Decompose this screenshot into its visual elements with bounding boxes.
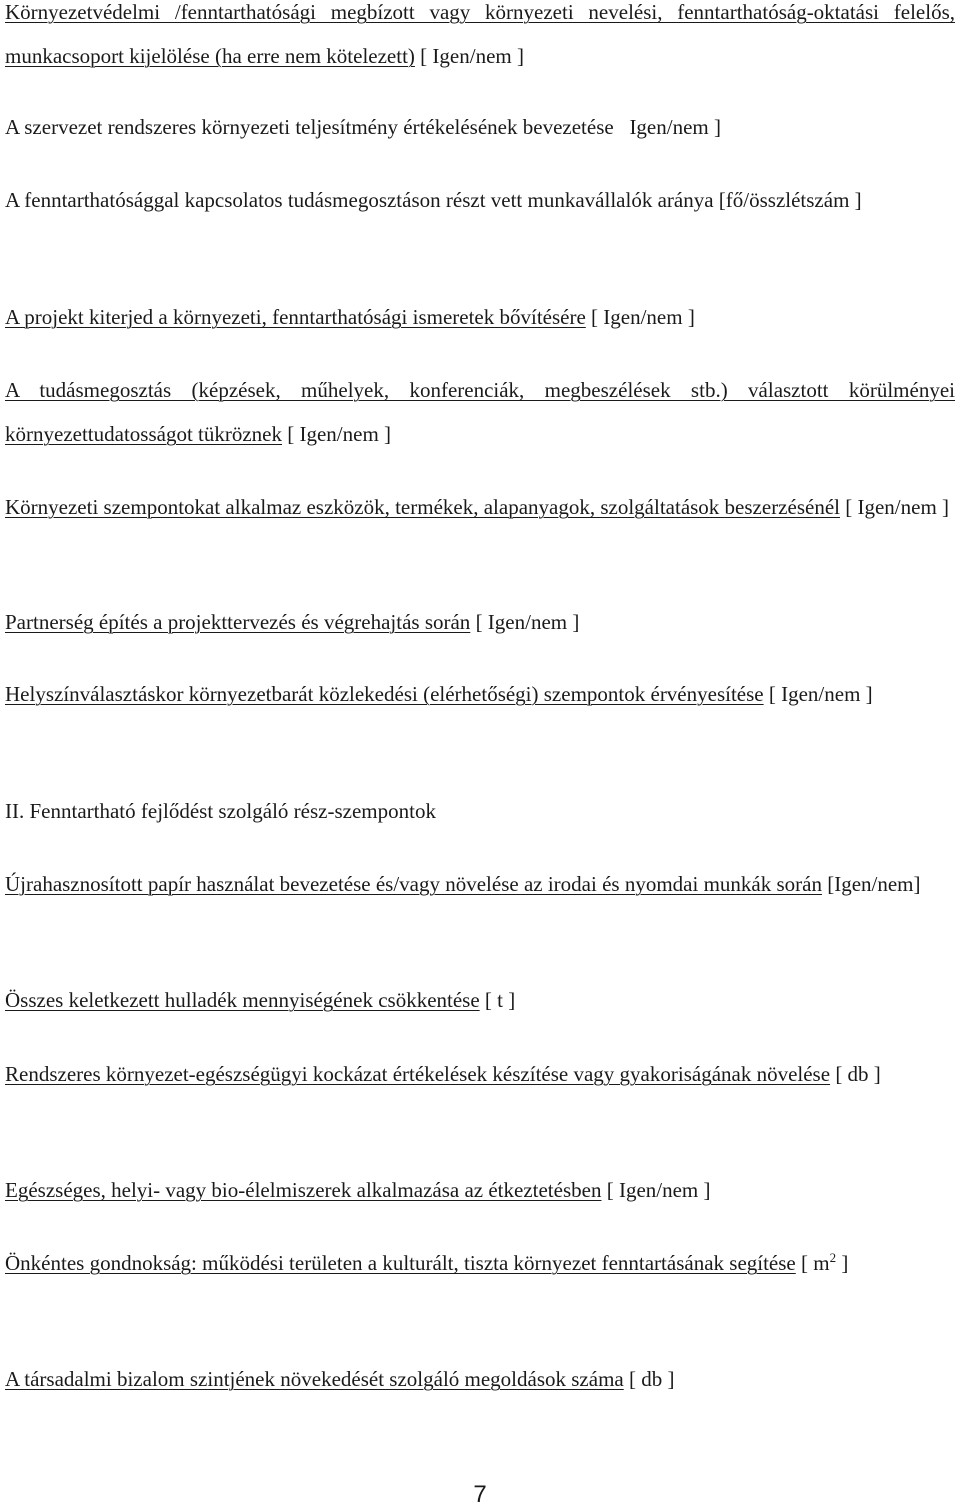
criterion-paragraph: [5, 1052, 955, 1096]
criterion-label: Környezeti szempontokat alkalmaz eszközök, termékek, alapanyagok, szolgáltatások beszerzésénél: [5, 495, 840, 519]
criterion-paragraph: [5, 600, 955, 644]
criterion-paragraph: [5, 105, 955, 149]
criterion-unit: Igen/nem ]: [629, 115, 721, 139]
criterion-label: A tudásmegosztás (képzések, műhelyek, konferenciák, megbeszélések stb.) választott körülményei környezettudatosságot tükröznek: [5, 378, 955, 446]
criterion-unit: [ Igen/nem ]: [420, 44, 524, 68]
criterion-unit: [ Igen/nem ]: [606, 1178, 711, 1202]
criterion-unit: [Igen/nem]: [827, 872, 921, 896]
criterion-label: A társadalmi bizalom szintjének növekedését szolgáló megoldások száma: [5, 1367, 624, 1391]
criterion-unit: [ Igen/nem ]: [845, 495, 950, 519]
criterion-unit: [ t ]: [484, 988, 516, 1012]
criterion-paragraph: [5, 0, 955, 78]
criterion-unit: [ Igen/nem ]: [287, 422, 392, 446]
criterion-paragraph: [5, 1357, 955, 1401]
criterion-label: A fenntarthatósággal kapcsolatos tudásmegosztáson részt vett munkavállalók aránya: [5, 188, 714, 212]
criterion-label: Egészséges, helyi- vagy bio-élelmiszerek alkalmazása az étkeztetésben: [5, 1178, 602, 1202]
criterion-paragraph: [5, 1241, 955, 1285]
criterion-paragraph: [5, 862, 955, 906]
criterion-unit: [ db ]: [835, 1062, 881, 1086]
criterion-paragraph: [5, 672, 955, 716]
criterion-paragraph: [5, 368, 955, 456]
criterion-unit: [ Igen/nem ]: [591, 305, 695, 329]
criterion-paragraph: [5, 1168, 955, 1212]
page-number: 7: [473, 1481, 487, 1508]
criterion-unit-prefix: [ m: [801, 1251, 830, 1275]
criterion-unit: [ Igen/nem ]: [768, 682, 873, 706]
criterion-unit-superscript: 2: [829, 1250, 837, 1265]
criterion-label: Önkéntes gondnokság: működési területen a kulturált, tiszta környezet fenntartásának segítése: [5, 1251, 796, 1275]
criterion-unit-suffix: ]: [836, 1251, 849, 1275]
section-heading: II. Fenntartható fejlődést szolgáló rész-szempontok: [5, 799, 436, 823]
criterion-label: A projekt kiterjed a környezeti, fenntarthatósági ismeretek bővítésére: [5, 305, 586, 329]
criterion-label: Rendszeres környezet-egészségügyi kockázat értékelések készítése vagy gyakoriságának növelése: [5, 1062, 831, 1086]
criterion-paragraph: [5, 978, 955, 1022]
criterion-paragraph: [5, 295, 955, 339]
criterion-unit: [ db ]: [628, 1367, 675, 1391]
criterion-label: A szervezet rendszeres környezeti teljesítmény értékelésének bevezetése: [5, 115, 614, 139]
criterion-paragraph: [5, 178, 955, 222]
criterion-label: Környezetvédelmi /fenntarthatósági megbízott vagy környezeti nevelési, fenntarthatóság-oktatási felelős, munkacsoport kijelölése (ha erre nem kötelezett): [5, 0, 955, 68]
criterion-unit: [ Igen/nem ]: [475, 610, 580, 634]
criterion-unit: [fő/összlétszám ]: [718, 188, 862, 212]
criterion-label: Összes keletkezett hulladék mennyiségének csökkentése: [5, 988, 480, 1012]
criterion-label: Partnerség építés a projekttervezés és végrehajtás során: [5, 610, 471, 634]
criterion-label: Újrahasznosított papír használat bevezetése és/vagy növelése az irodai és nyomdai munkák során: [5, 872, 822, 896]
criterion-label: Helyszínválasztáskor környezetbarát közlekedési (elérhetőségi) szempontok érvényesítése: [5, 682, 764, 706]
criterion-paragraph: [5, 485, 955, 529]
